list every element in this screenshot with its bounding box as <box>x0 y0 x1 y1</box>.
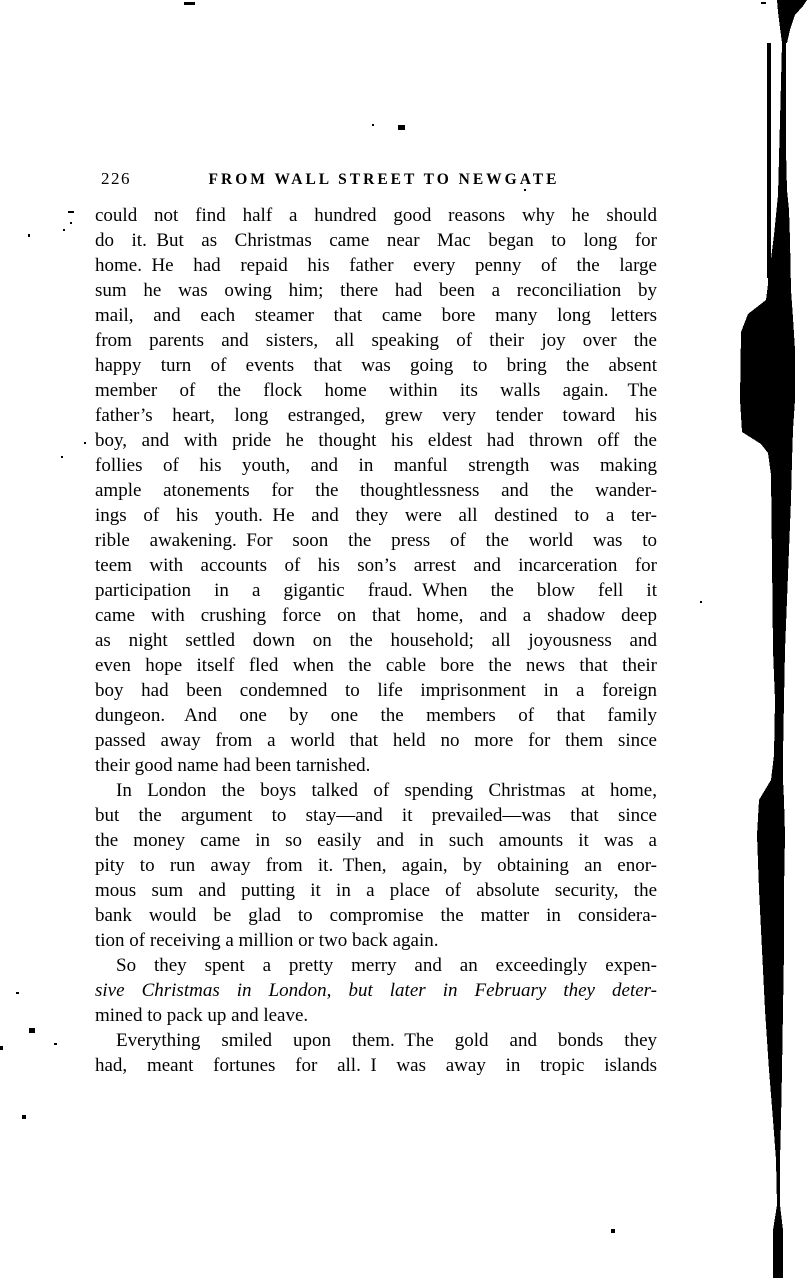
text-line: could not find half a hundred good reasons why he should <box>95 205 657 226</box>
text-line: mail, and each steamer that came bore many long letters <box>95 305 657 326</box>
text-line: from parents and sisters, all speaking of their joy over the <box>95 330 657 351</box>
text-line: ample atonements for the thoughtlessness and the wander- <box>95 480 657 501</box>
text-line: bank would be glad to compromise the matter in considera- <box>95 905 657 926</box>
text-line: In London the boys talked of spending Christmas at home, <box>116 780 657 801</box>
scan-specks <box>0 2 766 1233</box>
text-line: boy, and with pride he thought his eldest had thrown off the <box>95 430 657 451</box>
text-line: came with crushing force on that home, and a shadow deep <box>95 605 657 626</box>
text-line: even hope itself fled when the cable bore the news that their <box>95 655 657 676</box>
text-line: but the argument to stay—and it prevailed—was that since <box>95 805 657 826</box>
text-line: member of the flock home within its walls again. The <box>95 380 657 401</box>
text-line: the money came in so easily and in such amounts it was a <box>95 830 657 851</box>
text-line: tion of receiving a million or two back again. <box>95 930 439 951</box>
text-line: Everything smiled upon them. The gold and bonds they <box>116 1030 657 1051</box>
text-line: teem with accounts of his son’s arrest and incarceration for <box>95 555 657 576</box>
text-line: boy had been condemned to life imprisonment in a foreign <box>95 680 657 701</box>
text-line: sum he was owing him; there had been a reconciliation by <box>95 280 657 301</box>
text-line: happy turn of events that was going to bring the absent <box>95 355 657 376</box>
text-line: participation in a gigantic fraud. When the blow fell it <box>95 580 657 601</box>
text-line: follies of his youth, and in manful strength was making <box>95 455 657 476</box>
text-line: mined to pack up and leave. <box>95 1005 309 1026</box>
running-header: FROM WALL STREET TO NEWGATE <box>208 171 560 188</box>
text-line: home. He had repaid his father every penny of the large <box>95 255 657 276</box>
text-line: pity to run away from it. Then, again, by obtaining an enor- <box>95 855 657 876</box>
text-line: ings of his youth. He and they were all destined to a ter- <box>95 505 657 526</box>
text-line: their good name had been tarnished. <box>95 755 371 776</box>
text-line: passed away from a world that held no more for them since <box>95 730 657 751</box>
text-line: So they spent a pretty merry and an exceedingly expen- <box>116 955 657 976</box>
text-line: rible awakening. For soon the press of the world was to <box>95 530 657 551</box>
text-line-italic: sive Christmas in London, but later in February they deter- <box>95 980 657 1001</box>
text-line: dungeon. And one by one the members of that family <box>95 705 657 726</box>
text-line: do it. But as Christmas came near Mac began to long for <box>95 230 657 251</box>
text-line: as night settled down on the household; all joyousness and <box>95 630 657 651</box>
binding-shadow-top-blob <box>777 0 807 43</box>
scratch-line-tail <box>768 278 770 306</box>
text-line: had, meant fortunes for all. I was away in tropic islands <box>95 1055 657 1076</box>
text-line: father’s heart, long estranged, grew very tender toward his <box>95 405 657 426</box>
text-line: mous sum and putting it in a place of absolute security, the <box>95 880 657 901</box>
page-number: 226 <box>101 169 131 188</box>
scratch-line <box>767 43 771 278</box>
